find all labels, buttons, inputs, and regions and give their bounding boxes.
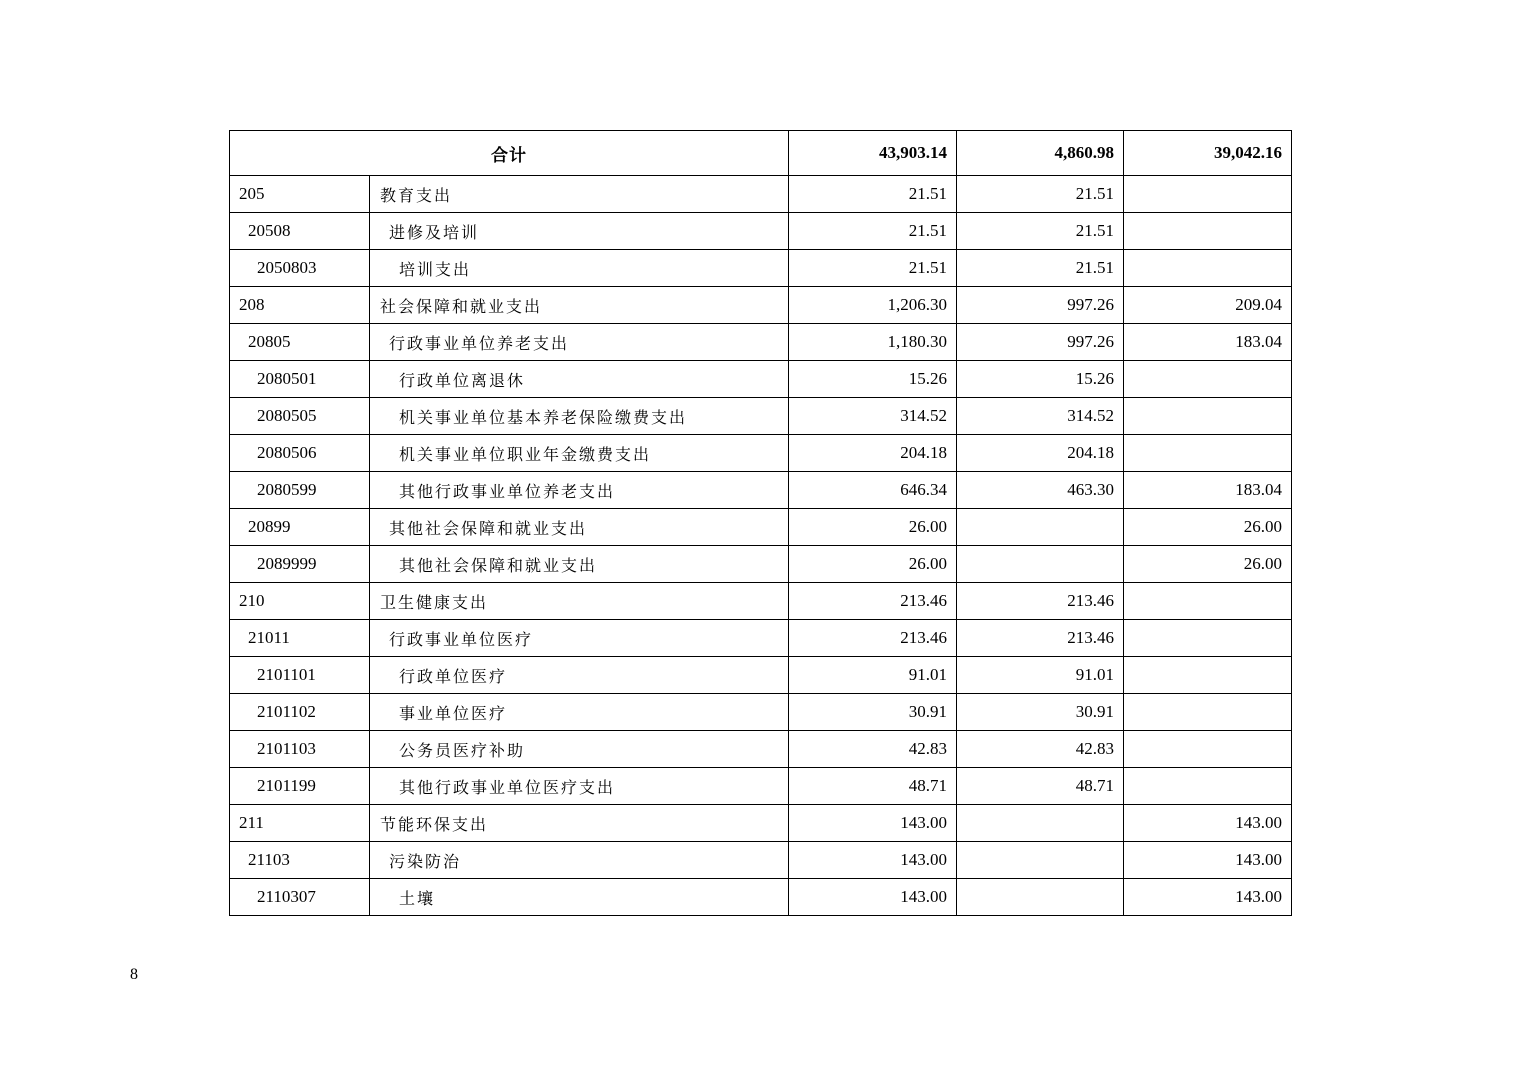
row-name: 社会保障和就业支出 bbox=[370, 287, 789, 324]
budget-table bbox=[229, 130, 1292, 916]
total-label: 合计 bbox=[230, 131, 789, 176]
row-basic-amount bbox=[957, 842, 1124, 879]
row-project-amount bbox=[1124, 398, 1292, 435]
row-basic-amount bbox=[957, 879, 1124, 916]
table-row bbox=[230, 398, 1292, 435]
row-project-amount bbox=[1124, 620, 1292, 657]
table-row bbox=[230, 546, 1292, 583]
total-amount: 43,903.14 bbox=[789, 131, 957, 176]
row-total-amount: 42.83 bbox=[789, 731, 957, 768]
row-project-amount bbox=[1124, 361, 1292, 398]
row-basic-amount: 213.46 bbox=[957, 583, 1124, 620]
row-project-amount bbox=[1124, 213, 1292, 250]
row-basic-amount bbox=[957, 509, 1124, 546]
row-name: 行政事业单位养老支出 bbox=[370, 324, 789, 361]
row-total-amount: 1,180.30 bbox=[789, 324, 957, 361]
row-basic-amount: 997.26 bbox=[957, 287, 1124, 324]
table-row bbox=[230, 583, 1292, 620]
row-code: 210 bbox=[230, 583, 370, 620]
row-code: 20899 bbox=[230, 509, 370, 546]
row-total-amount: 91.01 bbox=[789, 657, 957, 694]
row-project-amount bbox=[1124, 657, 1292, 694]
row-total-amount: 21.51 bbox=[789, 250, 957, 287]
row-total-amount: 143.00 bbox=[789, 805, 957, 842]
row-code: 2080506 bbox=[230, 435, 370, 472]
row-code: 2080599 bbox=[230, 472, 370, 509]
row-code: 2101199 bbox=[230, 768, 370, 805]
row-project-amount: 183.04 bbox=[1124, 324, 1292, 361]
row-basic-amount: 204.18 bbox=[957, 435, 1124, 472]
row-project-amount bbox=[1124, 583, 1292, 620]
row-code: 2080501 bbox=[230, 361, 370, 398]
table-row bbox=[230, 694, 1292, 731]
row-total-amount: 1,206.30 bbox=[789, 287, 957, 324]
table-row bbox=[230, 361, 1292, 398]
row-total-amount: 646.34 bbox=[789, 472, 957, 509]
table-row bbox=[230, 879, 1292, 916]
table-row bbox=[230, 657, 1292, 694]
row-name: 公务员医疗补助 bbox=[370, 731, 789, 768]
row-project-amount bbox=[1124, 435, 1292, 472]
row-project-amount: 143.00 bbox=[1124, 879, 1292, 916]
table-row bbox=[230, 805, 1292, 842]
row-project-amount bbox=[1124, 176, 1292, 213]
row-code: 2110307 bbox=[230, 879, 370, 916]
total-project-amount: 39,042.16 bbox=[1124, 131, 1292, 176]
row-project-amount: 143.00 bbox=[1124, 842, 1292, 879]
row-project-amount bbox=[1124, 731, 1292, 768]
row-basic-amount bbox=[957, 546, 1124, 583]
row-basic-amount: 21.51 bbox=[957, 176, 1124, 213]
row-basic-amount: 30.91 bbox=[957, 694, 1124, 731]
row-code: 2101101 bbox=[230, 657, 370, 694]
row-project-amount: 143.00 bbox=[1124, 805, 1292, 842]
row-total-amount: 213.46 bbox=[789, 620, 957, 657]
table-row bbox=[230, 509, 1292, 546]
row-name: 其他行政事业单位养老支出 bbox=[370, 472, 789, 509]
row-basic-amount: 91.01 bbox=[957, 657, 1124, 694]
table-row bbox=[230, 250, 1292, 287]
row-total-amount: 30.91 bbox=[789, 694, 957, 731]
table-row bbox=[230, 176, 1292, 213]
row-basic-amount: 997.26 bbox=[957, 324, 1124, 361]
row-project-amount bbox=[1124, 768, 1292, 805]
row-total-amount: 48.71 bbox=[789, 768, 957, 805]
row-total-amount: 15.26 bbox=[789, 361, 957, 398]
row-name: 节能环保支出 bbox=[370, 805, 789, 842]
table-row bbox=[230, 620, 1292, 657]
row-total-amount: 21.51 bbox=[789, 176, 957, 213]
row-basic-amount: 213.46 bbox=[957, 620, 1124, 657]
row-total-amount: 143.00 bbox=[789, 879, 957, 916]
row-project-amount bbox=[1124, 694, 1292, 731]
page-number: 8 bbox=[130, 966, 138, 983]
row-project-amount: 26.00 bbox=[1124, 509, 1292, 546]
row-basic-amount: 21.51 bbox=[957, 250, 1124, 287]
row-name: 其他社会保障和就业支出 bbox=[370, 509, 789, 546]
row-code: 21103 bbox=[230, 842, 370, 879]
row-name: 行政单位医疗 bbox=[370, 657, 789, 694]
row-name: 进修及培训 bbox=[370, 213, 789, 250]
row-code: 20508 bbox=[230, 213, 370, 250]
row-basic-amount: 15.26 bbox=[957, 361, 1124, 398]
row-basic-amount: 314.52 bbox=[957, 398, 1124, 435]
row-name: 教育支出 bbox=[370, 176, 789, 213]
table-row bbox=[230, 842, 1292, 879]
row-total-amount: 314.52 bbox=[789, 398, 957, 435]
row-code: 2089999 bbox=[230, 546, 370, 583]
row-code: 205 bbox=[230, 176, 370, 213]
row-project-amount: 209.04 bbox=[1124, 287, 1292, 324]
row-name: 污染防治 bbox=[370, 842, 789, 879]
row-name: 其他社会保障和就业支出 bbox=[370, 546, 789, 583]
table-row bbox=[230, 768, 1292, 805]
row-code: 20805 bbox=[230, 324, 370, 361]
row-basic-amount: 42.83 bbox=[957, 731, 1124, 768]
row-total-amount: 204.18 bbox=[789, 435, 957, 472]
row-code: 2101102 bbox=[230, 694, 370, 731]
row-total-amount: 143.00 bbox=[789, 842, 957, 879]
table-row bbox=[230, 287, 1292, 324]
row-name: 事业单位医疗 bbox=[370, 694, 789, 731]
row-name: 土壤 bbox=[370, 879, 789, 916]
row-code: 208 bbox=[230, 287, 370, 324]
row-total-amount: 213.46 bbox=[789, 583, 957, 620]
row-total-amount: 26.00 bbox=[789, 509, 957, 546]
row-name: 培训支出 bbox=[370, 250, 789, 287]
total-row bbox=[230, 131, 1292, 176]
table-row bbox=[230, 324, 1292, 361]
row-name: 机关事业单位职业年金缴费支出 bbox=[370, 435, 789, 472]
total-basic-amount: 4,860.98 bbox=[957, 131, 1124, 176]
row-project-amount: 26.00 bbox=[1124, 546, 1292, 583]
row-name: 行政单位离退休 bbox=[370, 361, 789, 398]
row-name: 行政事业单位医疗 bbox=[370, 620, 789, 657]
row-code: 21011 bbox=[230, 620, 370, 657]
row-basic-amount bbox=[957, 805, 1124, 842]
row-code: 211 bbox=[230, 805, 370, 842]
row-project-amount bbox=[1124, 250, 1292, 287]
row-total-amount: 21.51 bbox=[789, 213, 957, 250]
table-row bbox=[230, 213, 1292, 250]
row-basic-amount: 21.51 bbox=[957, 213, 1124, 250]
row-code: 2050803 bbox=[230, 250, 370, 287]
row-total-amount: 26.00 bbox=[789, 546, 957, 583]
row-code: 2080505 bbox=[230, 398, 370, 435]
table-row bbox=[230, 731, 1292, 768]
row-name: 机关事业单位基本养老保险缴费支出 bbox=[370, 398, 789, 435]
row-code: 2101103 bbox=[230, 731, 370, 768]
row-name: 其他行政事业单位医疗支出 bbox=[370, 768, 789, 805]
row-basic-amount: 463.30 bbox=[957, 472, 1124, 509]
table-row bbox=[230, 435, 1292, 472]
row-project-amount: 183.04 bbox=[1124, 472, 1292, 509]
row-basic-amount: 48.71 bbox=[957, 768, 1124, 805]
table-row bbox=[230, 472, 1292, 509]
row-name: 卫生健康支出 bbox=[370, 583, 789, 620]
